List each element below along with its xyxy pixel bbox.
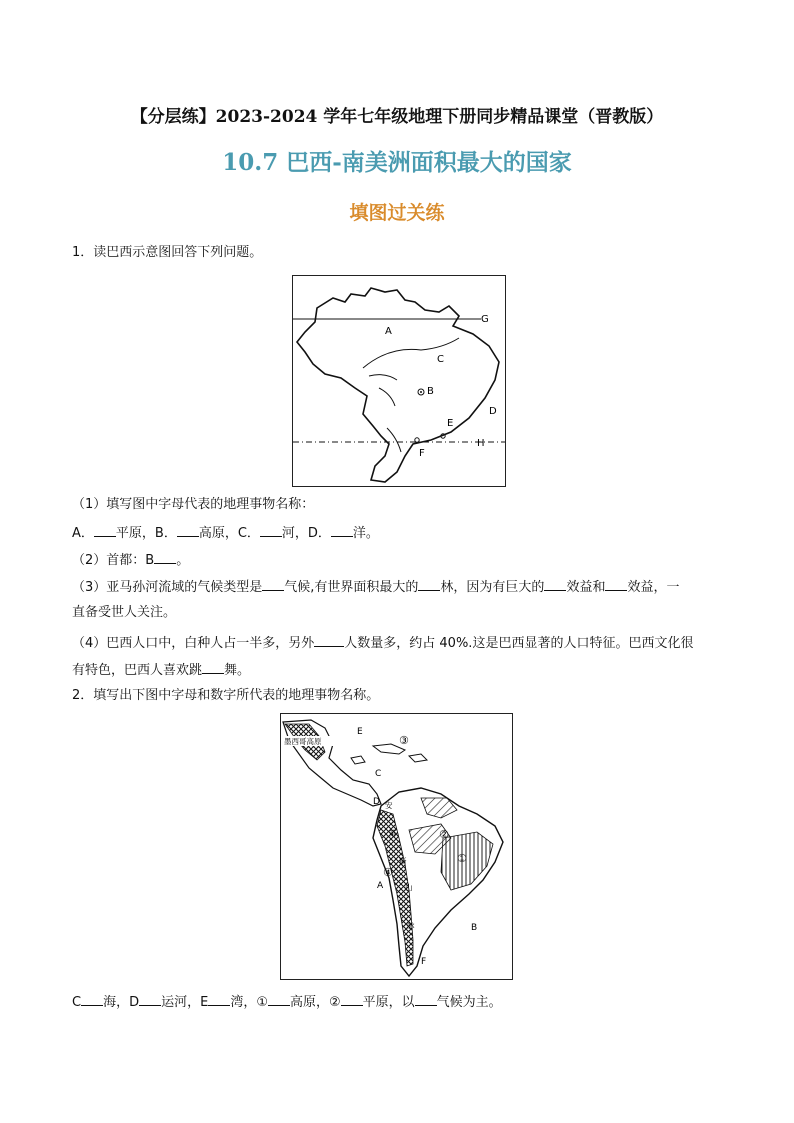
text: 气候为主。: [436, 995, 502, 1010]
q2-answers: [72, 992, 502, 1012]
q1-p1-title: （1）填写图中字母代表的地理事物名称：: [72, 497, 315, 512]
text: 高原，: [289, 995, 329, 1010]
q1-p3-line2: 直备受世人关注。: [72, 605, 177, 620]
map2-label-di: 第: [389, 829, 397, 838]
text: 人数量多，约占 40%.这是巴西显著的人口特征。巴西文化很: [344, 636, 694, 651]
text: （2）首都：B: [72, 553, 155, 568]
text: 效益和: [566, 580, 606, 595]
map1-label-e: E: [447, 418, 454, 429]
text: ①: [256, 995, 268, 1010]
map2-label-n4: ④: [383, 866, 393, 879]
map2-label-e: E: [357, 727, 363, 737]
text: 洋。: [352, 526, 379, 541]
blank-climate[interactable]: [262, 577, 284, 591]
blank-sea[interactable]: [81, 992, 103, 1006]
text: 高原，C．: [198, 526, 260, 541]
map1-label-g: G: [481, 314, 489, 325]
text: 效益，一: [627, 580, 680, 595]
text: （3）亚马孙河流域的气候类型是: [72, 580, 263, 595]
map2-label-shan: 山: [405, 883, 413, 892]
blank-a[interactable]: [94, 523, 116, 537]
map1-label-h: H: [477, 438, 485, 449]
text: 平原，以: [362, 995, 415, 1010]
page-header-title: 【分层练】2023-2024 学年七年级地理下册同步精品课堂（晋教版）: [130, 107, 664, 127]
blank-dance[interactable]: [202, 660, 224, 674]
blank-capital[interactable]: [154, 550, 176, 564]
map2-label-n1: ①: [457, 852, 467, 865]
text: 运河，E: [161, 995, 209, 1010]
q2-stem: 2．填写出下图中字母和数字所代表的地理事物名称。: [72, 688, 380, 703]
blank-canal[interactable]: [139, 992, 161, 1006]
text: （4）巴西人口中，白种人占一半多，另外: [72, 636, 315, 651]
map2-label-c: C: [375, 769, 382, 779]
map2-label-n3: ③: [399, 734, 409, 747]
q1-p4-line1: [72, 633, 693, 653]
map2-label-n2: ②: [439, 828, 449, 841]
text: 有特色，巴西人喜欢跳: [72, 663, 203, 678]
latin-america-map-drawing: [281, 714, 512, 979]
blank-climate2[interactable]: [415, 992, 437, 1006]
latin-america-map: [280, 713, 513, 980]
map1-label-f: F: [419, 448, 425, 459]
brazil-map: [292, 275, 506, 487]
q1-p1-answers: [72, 523, 379, 543]
text: 湾，: [230, 995, 257, 1010]
q1-p2: [72, 550, 189, 570]
map1-label-d: D: [489, 406, 497, 417]
text: ②: [329, 995, 341, 1010]
text: 河，D．: [281, 526, 331, 541]
q1-p3-line1: [72, 577, 679, 597]
brazil-map-drawing: [293, 276, 505, 486]
q1-stem: 1．读巴西示意图回答下列问题。: [72, 245, 263, 260]
text: 林，因为有巨大的: [440, 580, 545, 595]
text: 气候,有世界面积最大的: [284, 580, 419, 595]
blank-b[interactable]: [177, 523, 199, 537]
map2-label-a: A: [377, 881, 384, 891]
text: 平原，B．: [115, 526, 177, 541]
map2-label-an: 安: [385, 801, 393, 810]
map2-label-b: B: [471, 923, 478, 933]
blank-d[interactable]: [331, 523, 353, 537]
blank-gulf[interactable]: [208, 992, 230, 1006]
blank-benefit1[interactable]: [544, 577, 566, 591]
map2-label-d: D: [373, 797, 380, 807]
lesson-title: 10.7 巴西-南美洲面积最大的国家: [222, 149, 572, 176]
blank-forest[interactable]: [418, 577, 440, 591]
map1-label-c: C: [437, 354, 444, 365]
text: 舞。: [224, 663, 251, 678]
blank-c[interactable]: [260, 523, 282, 537]
blank-population[interactable]: [314, 633, 344, 647]
blank-plain[interactable]: [341, 992, 363, 1006]
text: 。: [176, 553, 190, 568]
text: C: [72, 995, 82, 1010]
blank-benefit2[interactable]: [605, 577, 627, 591]
map1-label-b: B: [427, 386, 434, 397]
text: A．: [72, 526, 94, 541]
blank-plateau[interactable]: [268, 992, 290, 1006]
text: 海，D: [103, 995, 140, 1010]
section-title: 填图过关练: [349, 202, 445, 224]
map2-label-mai: 脉: [407, 921, 415, 930]
q1-p4-line2: [72, 660, 250, 680]
map2-label-mexico: 墨西哥高原: [284, 737, 322, 746]
map1-label-a: A: [385, 326, 392, 337]
map2-label-si: 斯: [399, 857, 407, 866]
map2-label-f: F: [421, 957, 427, 967]
